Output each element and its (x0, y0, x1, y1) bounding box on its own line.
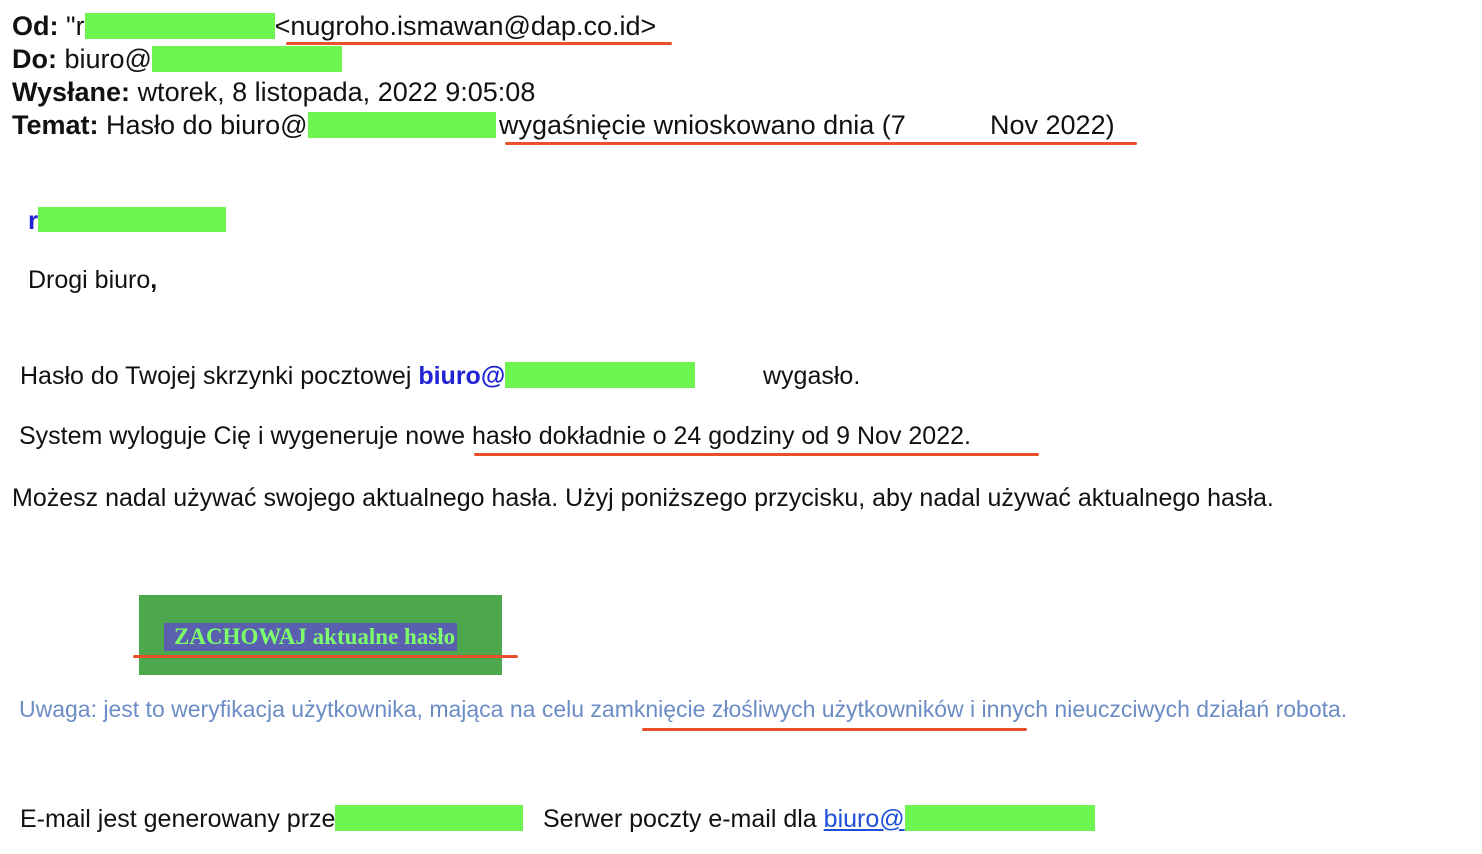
subject-label: Temat: (12, 110, 99, 140)
annotation-underline (474, 453, 1039, 456)
from-line (12, 10, 656, 42)
expired-notice-suffix: wygasło. (763, 362, 861, 390)
subject-date: Nov 2022) (990, 110, 1115, 140)
footer-prefix: E-mail jest generowany prze (20, 805, 336, 833)
annotation-underline (505, 142, 1137, 145)
logout-warning: System wyloguje Cię i wygeneruje nowe hasło dokładnie o 24 godziny od 9 Nov 2022. (19, 422, 971, 450)
footer-middle-text: Serwer poczty e-mail dla (543, 805, 817, 833)
from-label: Od: (12, 11, 59, 41)
redaction-block (308, 112, 496, 138)
verification-note: Uwaga: jest to weryfikacja użytkownika, mająca na celu zamknięcie złośliwych użytkowników i innych nieuczciwych działań robota. (19, 696, 1348, 722)
mailbox-email[interactable]: biuro@ (418, 362, 506, 390)
redaction-block (335, 805, 523, 831)
redaction-block (85, 13, 275, 39)
sender-email[interactable]: <nugroho.ismawan@dap.co.id> (274, 11, 657, 41)
greeting-comma: , (150, 266, 158, 294)
sent-value: wtorek, 8 listopada, 2022 9:05:08 (137, 77, 536, 107)
expired-notice (20, 361, 695, 391)
subject-suffix: wygaśnięcie wnioskowano dnia (7 (499, 110, 906, 140)
recipient-initial: r (28, 205, 39, 235)
redaction-block (152, 46, 342, 72)
subject-line (12, 109, 496, 141)
sent-label: Wysłane: (12, 77, 131, 107)
redaction-block (38, 207, 226, 232)
expired-notice-prefix: Hasło do Twojej skrzynki pocztowej (20, 362, 412, 390)
subject-prefix: Hasło do biuro@ (106, 110, 308, 140)
keep-password-button-label[interactable]: ZACHOWAJ aktualne hasło (164, 623, 457, 651)
redaction-block (905, 805, 1095, 831)
to-value[interactable]: biuro@ (64, 44, 152, 74)
recipient-name (28, 205, 226, 235)
to-line (12, 43, 342, 75)
footer-middle (543, 804, 1095, 834)
annotation-underline (286, 42, 672, 45)
greeting-text: Drogi biuro (28, 266, 151, 294)
annotation-underline (133, 655, 518, 658)
footer-email-link[interactable]: biuro@ (823, 805, 905, 833)
instruction-text: Możesz nadal używać swojego aktualnego hasła. Użyj poniższego przycisku, aby nadal używać aktualnego hasła. (12, 484, 1274, 512)
footer-text (20, 804, 523, 834)
from-quote: "r (66, 11, 85, 41)
to-label: Do: (12, 44, 57, 74)
redaction-block (505, 362, 695, 388)
annotation-underline (642, 728, 1027, 731)
greeting (28, 265, 157, 295)
sent-line (12, 76, 535, 108)
